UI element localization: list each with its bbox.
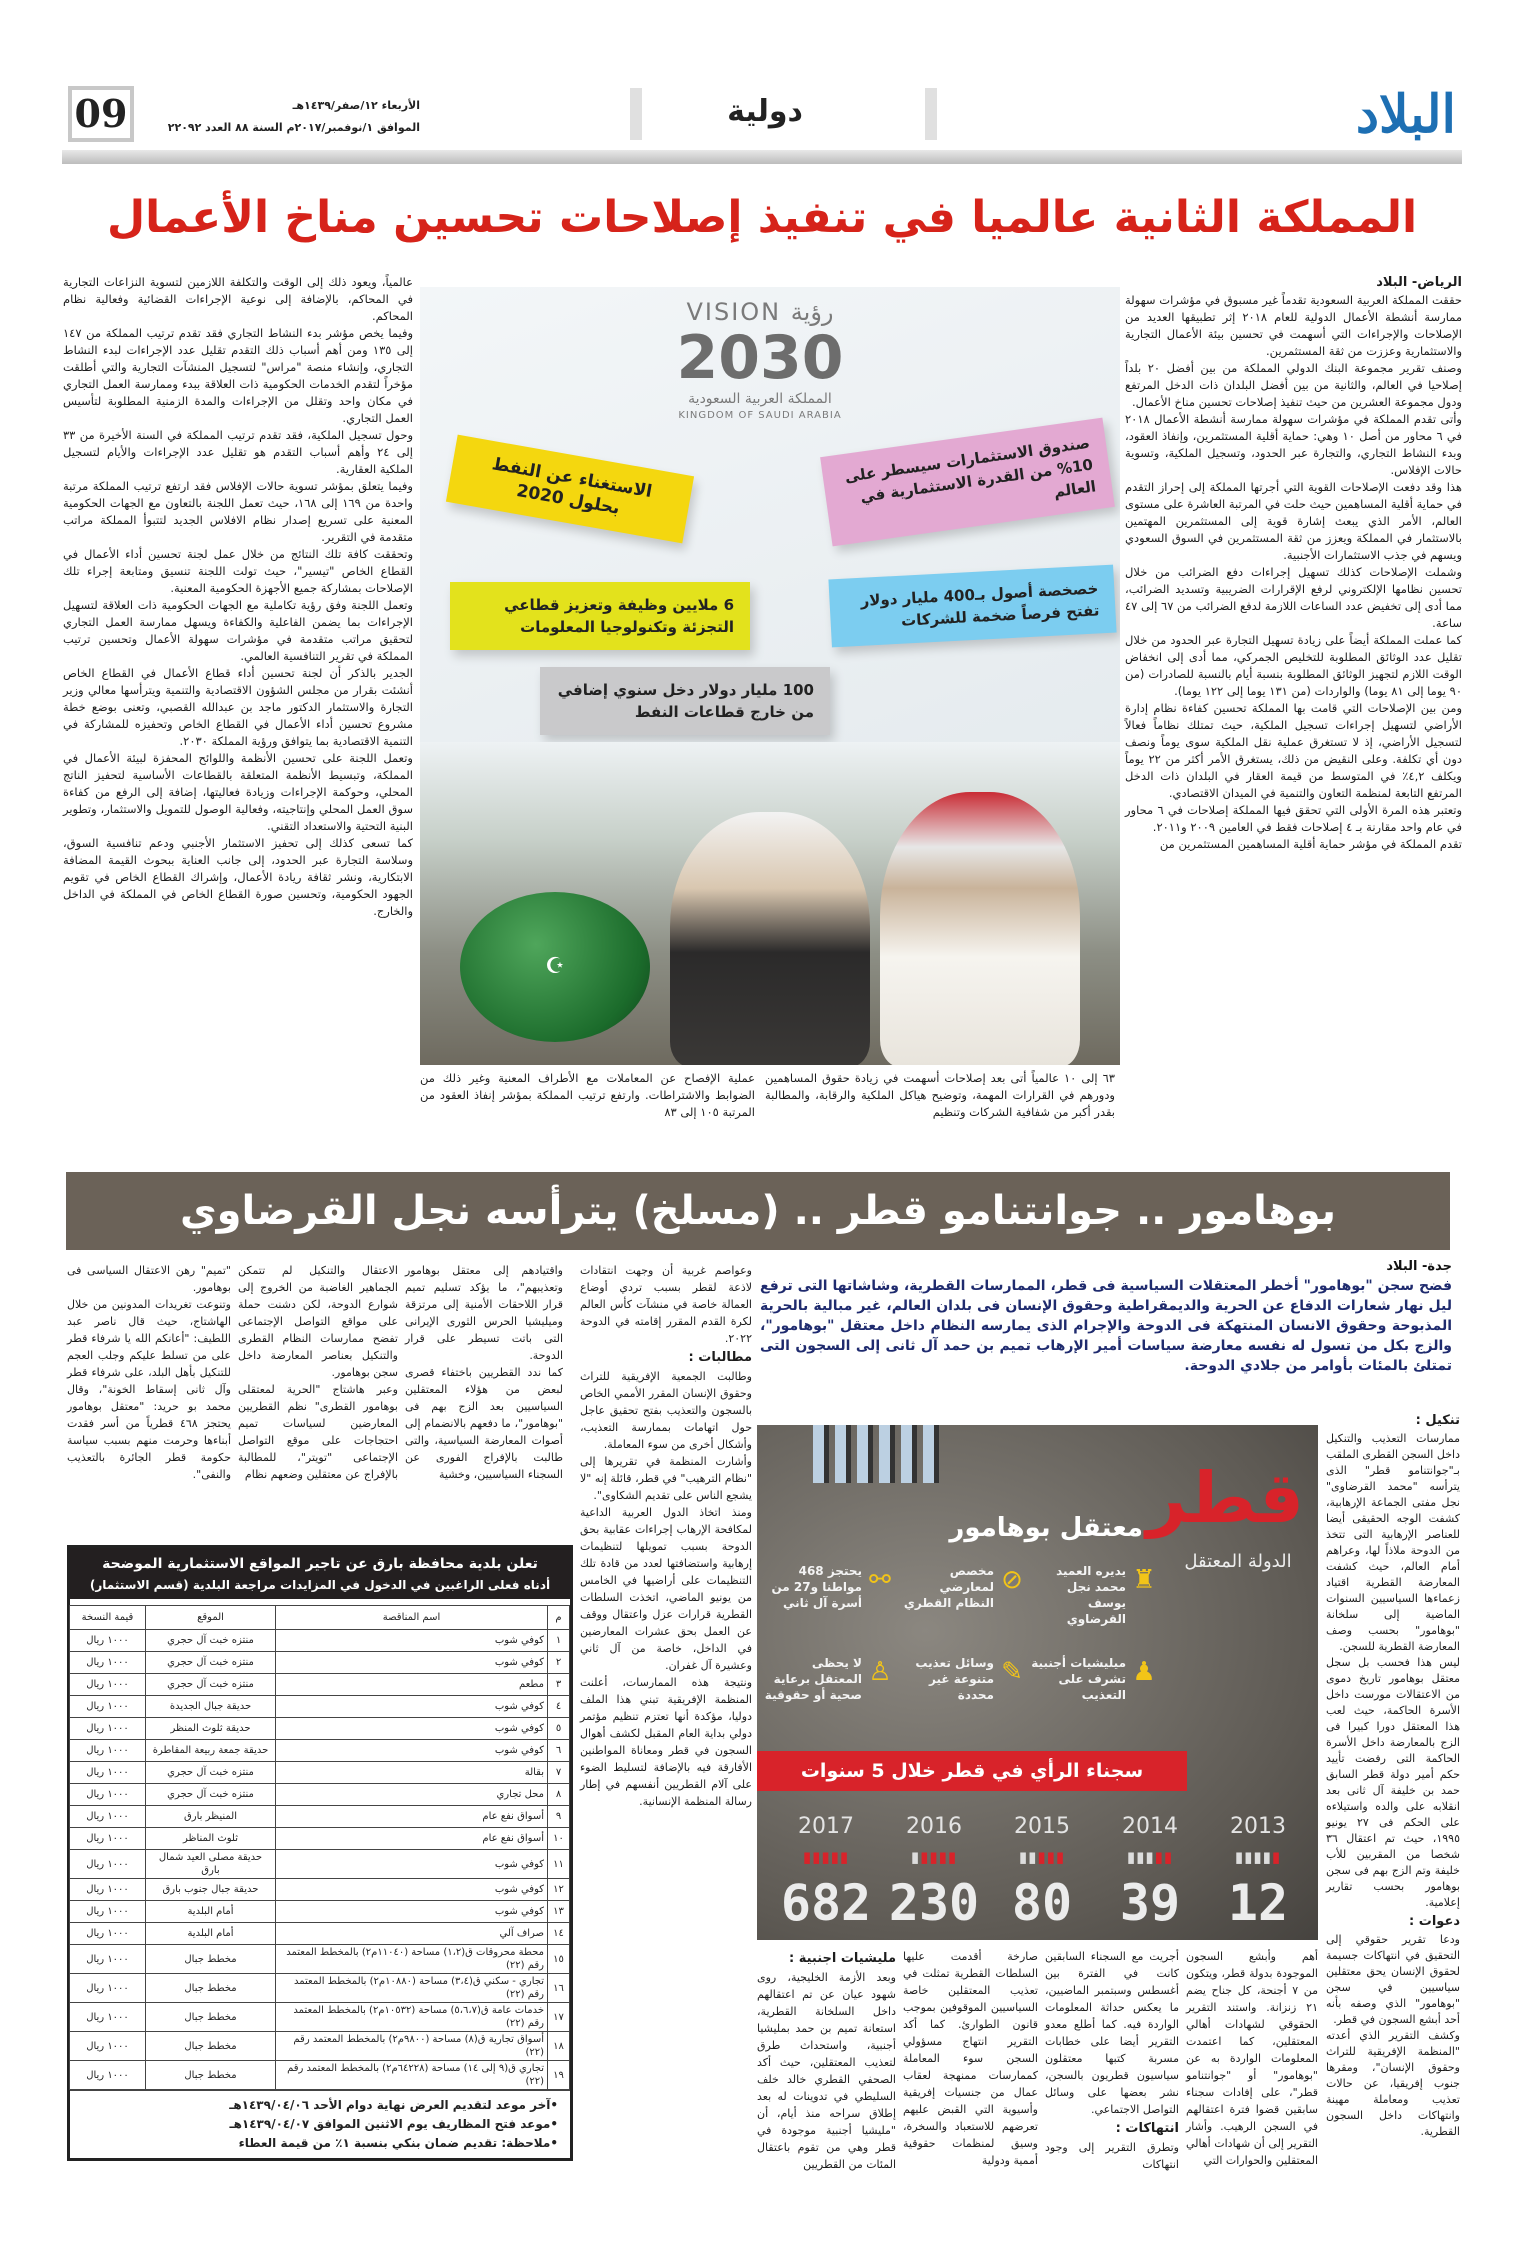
row-number: ١٩ — [548, 2061, 570, 2090]
table-row — [70, 1850, 570, 1879]
row-number: ٨ — [548, 1784, 570, 1806]
row-number: ١٧ — [548, 2003, 570, 2032]
col-header-location: الموقع — [146, 1606, 276, 1630]
article-column — [757, 1948, 896, 2173]
row-number: ١٢ — [548, 1879, 570, 1901]
copy-price: ١٠٠٠ ريال — [70, 1674, 146, 1696]
copy-price: ١٠٠٠ ريال — [70, 1740, 146, 1762]
paragraph: وأتى تقدم المملكة في مؤشرات سهولة ممارسة أنشطة الأعمال ٢٠١٨ في ٦ محاور من أصل ١٠ وهي: حماية أقلية المستثمرين، وإنفاذ العقود، وبدء النشاط التجاري، والتجارة عبر الحدود، وتسجيل الملكية، وتسوية حالات الإفلاس. — [1125, 412, 1462, 477]
year-label: 2013 — [1230, 1814, 1286, 1839]
copy-price: ١٠٠٠ ريال — [70, 1945, 146, 1974]
tender-name: كوفي شوب — [276, 1718, 548, 1740]
divider — [630, 88, 642, 140]
location: منتزه خبت آل حجري — [146, 1762, 276, 1784]
row-number: ١٤ — [548, 1923, 570, 1945]
logo-vision-ar: رؤية — [790, 298, 834, 326]
paragraph: وعبر هاشتاج "الحرية لمعتقلى بوهامور القطرى" نظم القطريين المعارضين لسياسات تميم احتجاجات على موقع التواصل الإجتماعى "تويتر"، للمطالبة بالإفراج عن معتقلين وضعهم نظام — [238, 1383, 398, 1481]
tender-name: كوفي شوب — [276, 1740, 548, 1762]
location: منتزه خبت آل حجري — [146, 1674, 276, 1696]
location: مخطط جبال — [146, 1974, 276, 2003]
paragraph: ونتيجة هذه الممارسات، أعلنت المنظمة الإفريقية تبني هذا الملف دوليا، مؤكدة أنها تعتزم تنظيم مؤتمر دولي بداية العام المقبل لكشف أهوال السجون في قطر ومعاناة المواطنين الأفارقة فيه بالإضافة لتسليط الضوء على آلام القطريين أنفسهم في إطار رسالة المنظمة الإنسانية. — [580, 1676, 752, 1808]
tender-name: كوفي شوب — [276, 1630, 548, 1652]
location: مخطط جبال — [146, 2003, 276, 2032]
article-column-under-image — [420, 1070, 755, 1121]
table-row — [70, 1879, 570, 1901]
table-row — [70, 1696, 570, 1718]
copy-price: ١٠٠٠ ريال — [70, 1696, 146, 1718]
article-column — [405, 1262, 563, 1483]
row-number: ١٥ — [548, 1945, 570, 1974]
location: مخطط جبال — [146, 2032, 276, 2061]
table-row — [70, 2061, 570, 2090]
paragraph: عالمياً، ويعود ذلك إلى الوقت والتكلفة اللازمين لتسوية النزاعات التجارية في المحاكم، بالإضافة إلى نوعية الإجراءات القضائية وفعالية نظام المحاكم. — [63, 275, 413, 323]
prisoner-count: 682 — [780, 1874, 872, 1932]
paragraph: ٦٣ إلى ١٠ عالمياً أتى بعد إصلاحات أسهمت في زيادة حقوق المساهمين ودورهم في القرارات المهمة، وتوضيح هياكل الملكية والرقابة، والمطالبة بقدر أكبر من شفافية الشركات وتنظيم — [765, 1071, 1115, 1119]
ad-subtitle: أدناه فعلى الراغبين في الدخول في المزايدات مراجعة البلدية (قسم الاستثمار) — [89, 1578, 551, 1592]
table-row — [70, 1784, 570, 1806]
tender-name: كوفي شوب — [276, 1696, 548, 1718]
paragraph: وتعتبر هذه المرة الأولى التي تحقق فيها المملكة إصلاحات في ٦ محاور في عام واحد مقارنة بـ ٤ إصلاحات فقط في العامين ٢٠٠٩ و٢٠١١. — [1125, 803, 1462, 834]
article-column-right — [1125, 274, 1462, 853]
date-gregorian: الموافق ١/نوفمبر/٢٠١٧م السنة ٨٨ العدد ٢٢٠٩٢ — [167, 121, 420, 134]
prisoner-icon: ♙ — [868, 1657, 892, 1687]
tender-name: كوفي شوب — [276, 1850, 548, 1879]
banner-title: سجناء الرأي في قطر خلال 5 سنوات — [757, 1751, 1187, 1791]
qatar-title: قطر — [1146, 1457, 1304, 1539]
paragraph: وشملت الإصلاحات كذلك تسهيل إجراءات دفع الضرائب من خلال تحسين نظامها الإلكتروني لرفع الإقرارات الضريبية وتسديد الضرائب، مما أدى إلى تخفيض عدد الساعات اللازمة لدفع الضرائب من ٦٧ إلى ٤٧ ساعة. — [1125, 565, 1462, 630]
table-row — [70, 1806, 570, 1828]
person-image — [880, 792, 1080, 1065]
qatar-prison-infographic — [757, 1425, 1318, 1940]
col-header-tender: اسم المناقصة — [276, 1606, 548, 1630]
copy-price: ١٠٠٠ ريال — [70, 1762, 146, 1784]
municipality-tender-ad — [67, 1545, 573, 2161]
lead-paragraph: فضح سجن "بوهامور" أخطر المعتقلات السياسية فى قطر، الممارسات القطرية، وشاشاتها التى ترفع ليل نهار شعارات الدفاع عن الحرية والديمقراطية وحقوق الإنسان فى بلدان العالم، غير مبالية بالحرية المذبوحة وحقوق الانسان المنتهكة فى الدوحة والإجرام الذى يمارسه النظام داخل معتقل "بوهامور"، والزج بكل من تسول له نفسه معارضة سياسات أمير الإرهاب تميم بن حمد آل ثانى إلى السجون التى تمتلئ بالمئات بأوامر من جلادي الدوحة. — [760, 1278, 1452, 1374]
paragraph: وفيما يتعلق بمؤشر تسوية حالات الإفلاس فقد ارتفع ترتيب المملكة مرتبة واحدة من ١٦٩ إلى ١٦٨، حيث تعمل اللجنة بالتعاون مع الجهات الحكومية المعنية على تسريع إصدار نظام الافلاس الجديد لتتبوأ المملكة مراتب متقدمة في التقرير. — [63, 479, 413, 544]
location: أمام البلدية — [146, 1923, 276, 1945]
tally-icons: ▮▮▮▮▮ — [802, 1848, 850, 1866]
dateline: الرياض- البلاد — [1376, 275, 1462, 290]
subheading: تنكيل : — [1415, 1413, 1460, 1428]
prisoner-count: 12 — [1227, 1874, 1289, 1932]
row-number: ٦ — [548, 1740, 570, 1762]
copy-price: ١٠٠٠ ريال — [70, 2003, 146, 2032]
copy-price: ١٠٠٠ ريال — [70, 1879, 146, 1901]
divider — [925, 88, 937, 140]
vision-2030-infographic — [420, 287, 1120, 1065]
paragraph: وتعمل اللجنة وفق رؤية تكاملية مع الجهات الحكومية ذات العلاقة لتسهيل الإجراءات بما يضمن الفاعلية والكفاءة ويسهل ممارسة العمل التجاري لتحقيق مراتب متقدمة في مؤشرات سهولة الأعمال وتحسين ترتيب المملكة في تقرير التنافسية العالمي. — [63, 598, 413, 663]
paragraph: ليس هذا فحسب بل سجل معتقل بوهامور تاريخ دموى من الاعتقالات مورست داخل الأسرة الحاكمة، حيث لعب هذا المعتقل دورا كبيرا فى الزج بالمعارضة داخل الأسرة الحاكمة التى رفضت تأييد حكم أمير دولة قطر السابق حمد بن خليفة آل ثانى بعد انقلابه على والده واستيلاءه على الحكم فى ٢٧ يونيو ١٩٩٥، حيث تم اعتقال ٣٦ شخصا من المقربين للأب خليفة وتم الزج بهم فى سجن بوهامور بحسب تقارير إعلامية. — [1326, 1656, 1460, 1909]
paragraph: عملية الإفصاح عن المعاملات مع الأطراف المعنية وغير ذلك من الضوابط والاشتراطات. وارتفع ترتيب المملكة بمؤشر إنفاذ العقود من المرتبة ١٠٥ إلى ٨٣ — [420, 1071, 755, 1119]
subheading: دعوات : — [1409, 1914, 1460, 1929]
table-row — [70, 1674, 570, 1696]
paragraph: وكشف التقرير الذي أعدته "المنظمة الإفريقية للتراث وحقوق الإنسان"، ومقرها جنوب إفريقيا، عن حالات تعذيب ومعاملة مهينة وانتهاكات داخل السجون القطرية. — [1326, 2029, 1460, 2138]
tender-name: كوفي شوب — [276, 1879, 548, 1901]
prison-bars-icon — [813, 1425, 939, 1483]
info-item: يحتجز 468 مواطنا و27 من أسرة آل ثاني — [771, 1564, 862, 1610]
note: •آخر موعد لتقديم العرض نهاية دوام الأحد ١٤٣٩/٠٤/٠٦هـ — [229, 2098, 558, 2112]
dateline: جدة- البلاد — [1386, 1259, 1452, 1274]
year-label: 2015 — [1014, 1814, 1070, 1839]
tender-name: محل تجاري — [276, 1784, 548, 1806]
paragraph: وتطرق التقرير إلى وجود انتهاكات — [1045, 2141, 1179, 2171]
tender-name: أسواق تجارية ق(٨) مساحة (٩٨٠٠م٢) بالمخطط المعتمد رقم (٢٢) — [276, 2032, 548, 2061]
copy-price: ١٠٠٠ ريال — [70, 1974, 146, 2003]
row-number: ١١ — [548, 1850, 570, 1879]
row-number: ٧ — [548, 1762, 570, 1784]
tender-name: أسواق نفع عام — [276, 1828, 548, 1850]
tally-icons: ▮▮▮▮▮ — [1018, 1848, 1066, 1866]
paragraph: ممارسات التعذيب والتنكيل داخل السجن القطرى الملقب بـ"جوانتنامو قطر" الذى يترأسه "محمد القرضاوى" نجل مفتى الجماعة الإرهابية، كشفت الوجه الحقيقى أيضا للعناصر الإرهابية التى تتخذ من الدوحة ملاذاً لها، وعراهم أمام العالم، حيث كشفت المعارضة القطرية اقتياد زعماءها السياسيين السنوات الماضية إلى سلخانة "بوهامور" بحسب وصف المعارضة القطرية للسجن. — [1326, 1432, 1460, 1653]
table-row — [70, 2003, 570, 2032]
row-number: ٣ — [548, 1674, 570, 1696]
article-headline-banner: بوهامور .. جوانتنامو قطر .. (مسلخ) يترأسه نجل القرضاوي — [66, 1172, 1450, 1250]
prisoner-count: 80 — [1011, 1874, 1073, 1932]
chair-icon: ♜ — [1132, 1565, 1156, 1595]
copy-price: ١٠٠٠ ريال — [70, 1901, 146, 1923]
location: مخطط جبال — [146, 2061, 276, 2090]
section-title: دولية — [727, 94, 803, 129]
tender-name: كوفي شوب — [276, 1652, 548, 1674]
paragraph: ومن بين الإصلاحات التي قامت بها المملكة تحسين كفاءة نظام إدارة الأراضي لتسهيل إجراءات تسجيل الملكية، حيث تمتلك نظاماً فعالاً لتسجيل الأراضي، إذ لا تستغرق عملية نقل الملكية سوى يوماً ونصف دون أي تكلفة. وعلى النقيض من ذلك، يستغرق الأمر أكثر من ٢٢ يوماً ويكلف ٤,٢٪ في المتوسط من قيمة العقار في البلدان ذات الدخل المرتفع التابعة لمنظمة التعاون والتنمية في الميدان الاقتصادي. — [1125, 701, 1462, 800]
date-hijri: الأربعاء ١٢/صفر/١٤٣٩هـ — [292, 99, 420, 112]
leaders-photo — [420, 742, 1120, 1065]
tender-table — [69, 1605, 570, 2090]
year-label: 2017 — [798, 1814, 854, 1839]
year-label: 2014 — [1122, 1814, 1178, 1839]
ad-header — [70, 1548, 570, 1599]
location: حديقة جبال جنوب بارق — [146, 1879, 276, 1901]
paragraph: أهم وأبشع السجون الموجودة بدولة قطر، ويتكون من ٧ أجنحة، كل جناح يضم ٢١ زنزانة. واستند التقرير الحقوقي لشهادات أهالي المعتقلين، كما اعتمدت المعلومات الواردة به عن "بوهامور" أو "جوانتنامو قطر"، على إفادات سجناء سابقين قضوا فترة اعتقالهم في السجن الرهيب. وأشار التقرير إلى أن شهادات أهالي المعتقلين والحوارات التي — [1186, 1950, 1318, 2167]
tally-icons: ▮▮▮▮▮ — [910, 1848, 958, 1866]
copy-price: ١٠٠٠ ريال — [70, 1850, 146, 1879]
green-globe-emblem: ☪ — [460, 892, 650, 1042]
subheading: مطالبات : — [688, 1350, 752, 1365]
paragraph: الجدير بالذكر أن لجنة تحسين أداء قطاع الأعمال في القطاع الخاص أنشئت بقرار من مجلس الشؤون الاقتصادية والتنمية ويترأسها معالي وزير التجارة والاستثمار الدكتور ماجد بن عبدالله القصبي، وتعنى بوضع خطة مشروع تحسين أداء الأعمال في القطاع الخاص وتحفيزه للمشاركة في التنمية الاقتصادية بما يتوافق ورؤية المملكة ٢٠٣٠. — [63, 666, 413, 748]
note: •ملاحظة: تقديم ضمان بنكي بنسبة ١٪ من قيمة العطاء — [238, 2136, 558, 2150]
tender-name: أسواق نفع عام — [276, 1806, 548, 1828]
paragraph: كما ندد القطريين باختفاء قصرى لبعض من هؤلاء المعتقلين السياسيين بعد الزج بهم فى "بوهامور"، ما دفعهم بالانضمام إلى أصوات المعارضة السياسية، والتى طالبت بالإفراج الفورى عن السجناء السياسيين، وخشية — [405, 1366, 563, 1481]
article-column — [903, 1948, 1038, 2169]
copy-price: ١٠٠٠ ريال — [70, 1718, 146, 1740]
ribbon-jobs: 6 ملايين وظيفة وتعزيز قطاعي التجزئة وتكنولوجيا المعلومات — [450, 582, 750, 650]
page-number: 09 — [68, 86, 134, 142]
tender-name: خدمات عامة ق(٥،٦،٧) مساحة (١٠٥٣٢م٢) بالمخطط المعتمد رقم (٢٢) — [276, 2003, 548, 2032]
paragraph: واقتيادهم إلى معتقل بوهامور وتعذيبهم"، ما يؤكد تسليم تميم قرار اللاحقات الأمنية إلى مرتزقة وميليشيا الحرس الثورى الإيرانى التى باتت تسيطر على قرار الدوحة. — [405, 1264, 563, 1362]
location: حديقة جمعة ربيعة المقاطرة — [146, 1740, 276, 1762]
row-number: ١٦ — [548, 1974, 570, 2003]
ribbon-privatization: خصخصة أصول بـ400 مليار دولار تفتح فرصاً ضخمة للشركات — [828, 565, 1116, 648]
row-number: ٢ — [548, 1652, 570, 1674]
paragraph: كما تسعى كذلك إلى تحفيز الاستثمار الأجنبي ودعم تنافسية السوق، وسلاسة التجارة عبر الحدود، إلى جانب العناية ببحوث القيمة المضافة الابتكارية، ونشر ثقافة ريادة الأعمال، وإشراك القطاع الخاص في تقويم الجهود الحكومية، وتحسين صورة القطاع الخاص في المملكة في الداخل والخارج. — [63, 836, 413, 918]
paragraph: وعواصم غربية أن وجهت انتقادات لاذعة لقطر بسبب تردي أوضاع العمالة خاصة في منشآت كأس العالم لكرة القدم المقرر إقامته في الدوحة ٢٠٢٢. — [580, 1264, 752, 1345]
ribbon-oil: الاستغناء عن النفط بحلول 2020 — [446, 435, 694, 544]
paragraph: وتحققت كافة تلك النتائج من خلال عمل لجنة تحسين أداء الأعمال في القطاع الخاص "تيسير"، حيث تولت اللجنة تنسيق ومتابعة إجراء تلك الإصلاحات بمشاركة جميع الأجهزة الحكومية المعنية. — [63, 547, 413, 595]
tally-icons: ▮▮▮▮▮ — [1126, 1848, 1174, 1866]
prisoner-count: 39 — [1119, 1874, 1181, 1932]
location: منتزه خبت آل حجري — [146, 1630, 276, 1652]
table-row — [70, 1945, 570, 1974]
table-row — [70, 1828, 570, 1850]
paragraph: أجريت مع السجناء السابقين كانت في الفترة بين أغسطس وسبتمبر الماضيين، ما يعكس حداثة المعلومات الواردة فيه. كما أطلع معدو التقرير أيضا على خطابات مسربة كتبها معتقلون سياسيون قطريون بالسجن، نشر بعضها على وسائل التواصل الاجتماعي. — [1045, 1950, 1179, 2116]
person-image — [670, 812, 870, 1065]
table-row — [70, 1718, 570, 1740]
copy-price: ١٠٠٠ ريال — [70, 2061, 146, 2090]
article-column-under-image — [765, 1070, 1115, 1121]
row-number: ١ — [548, 1630, 570, 1652]
row-number: ١٨ — [548, 2032, 570, 2061]
article-column-right — [1326, 1410, 1460, 2140]
copy-price: ١٠٠٠ ريال — [70, 1652, 146, 1674]
copy-price: ١٠٠٠ ريال — [70, 2032, 146, 2061]
location: حديقة مصلى العيد شمال بارق — [146, 1850, 276, 1879]
paragraph: "تميم" رهن الاعتقال السياسى فى بوهامور. — [67, 1264, 231, 1294]
paragraph: صارخة أقدمت عليها السلطات القطرية تمثلت في تعذيب المعتقلين خاصة السياسيين الموقوفين بموجب قانون الطوارئ. كما أكد التقرير انتهاج مسؤولي السجن سوء المعاملة كممارسات ممنهجة لعقاب عمال من جنسيات إفريقية وأسيوية التي القبض عليهم تعرضهم للاستعباد والسخرة، وسيق لمنظمات حقوقية أممية ودولية — [903, 1950, 1038, 2167]
logo-country-ar: المملكة العربية السعودية — [688, 391, 832, 407]
article-lead — [760, 1258, 1452, 1376]
tender-name: تجاري ق(٩ إلى ١٤) مساحة (٦٤٢٢٨م٢) بالمخطط المعتمد رقم (٢٢) — [276, 2061, 548, 2090]
tender-name: محطة محروقات ق(١،٢) مساحة (١١٠٤٠م٢) بالمخطط المعتمد رقم (٢٢) — [276, 1945, 548, 1974]
article-column — [1186, 1948, 1318, 2169]
table-row — [70, 1652, 570, 1674]
row-number: ٤ — [548, 1696, 570, 1718]
paragraph: ومنذ اتخاذ الدول العربية الداعية لمكافحة الإرهاب إجراءات عقابية بحق الدوحة بسبب تمويلها لتنظيمات إرهابية واستضافتها لعدد من قادة تلك التنظيمات على أراضيها في الخامس من يونيو الماضي، اتخذت السلطات القطرية قرارات عزل واعتقال ووقف عن العمل بحق عشرات المعارضين في الداخل، خاصة من آل ثاني وعشيرة آل غفران. — [580, 1506, 752, 1672]
row-number: ٩ — [548, 1806, 570, 1828]
prohibited-icon: ⊘ — [1001, 1565, 1023, 1595]
paragraph: وحول تسجيل الملكية، فقد تقدم ترتيب المملكة في السنة الأخيرة من ٣٣ إلى ٢٤ وأهم أسباب التقدم هو تقليل عدد الإجراءات والأيام لتسجيل الملكية العقارية. — [63, 428, 413, 476]
article-column-left — [63, 274, 413, 920]
info-item: مخصص لمعارضي النظام القطري — [903, 1564, 994, 1610]
handcuffs-icon: ⚯ — [869, 1565, 891, 1595]
row-number: ١٠ — [548, 1828, 570, 1850]
paragraph: تقدم المملكة في مؤشر حماية أقلية المساهمين المستثمرين من — [1159, 837, 1462, 851]
article-column — [238, 1262, 398, 1483]
paragraph: وصنف تقرير مجموعة البنك الدولي المملكة من بين أفضل ٢٠ بلداً إصلاحيا في العالم، والثانية من بين أفضل البلدان ذات الدخل المرتفع ودول مجموعة العشرين من حيث تنفيذ إصلاحات تحسين مناخ الأعمال. — [1125, 361, 1462, 409]
table-row — [70, 1901, 570, 1923]
tender-name: تجاري - سكني ق(٣،٤) مساحة (١٠٨٨٠م٢) بالمخطط المعتمد رقم (٢٢) — [276, 1974, 548, 2003]
table-row — [70, 1974, 570, 2003]
qatar-subtitle: الدولة المعتقل — [1184, 1551, 1292, 1572]
paragraph: وبعد الأزمة الخليجية، روى شهود عيان عن تم اعتقالهم داخل السلخانة القطرية، استعانة تميم بن حمد بمليشيا أجنبية، واستحداث طرق لتعذيب المعتقلين، حيث أكد الصحفي القطري خالد خلف السليطي في تدوينات له بعد إطلاق سراحه منذ أيام، أن "مليشيا أجنبية موجودة في قطر وهي من تقوم باعتقال المئات من القطريين — [757, 1971, 896, 2171]
location: حديقة ثلوث المنظر — [146, 1718, 276, 1740]
article-headline: المملكة الثانية عالميا في تنفيذ إصلاحات تحسين مناخ الأعمال — [106, 192, 1418, 243]
col-header-price: قيمة النسخة — [70, 1606, 146, 1630]
info-item: يديره العميد محمد نجل يوسف القرضاوي — [1056, 1564, 1126, 1626]
paragraph: حققت المملكة العربية السعودية تقدماً غير مسبوق في مؤشرات سهولة ممارسة أنشطة الأعمال الدولية للعام ٢٠١٨ إثر تطبيقها العديد من الإصلاحات والإجراءات التي أسهمت في تحسين بيئة الأعمال التجارية والاستثمارية وعززت من ثقة المستثمرين. — [1125, 293, 1463, 358]
tender-name: مطعم — [276, 1674, 548, 1696]
info-item: ميليشيات أجنبية تشرف على التعذيب — [1031, 1656, 1126, 1702]
info-item: لا يحظى المعتقل برعاية صحية أو حقوقية — [764, 1656, 862, 1702]
knife-icon: ✎ — [1001, 1657, 1023, 1687]
location: حديقة جبال الجديدة — [146, 1696, 276, 1718]
newspaper-logo: البلاد — [1355, 84, 1456, 145]
header-rule — [62, 150, 1462, 164]
location: أمام البلدية — [146, 1901, 276, 1923]
location: منتزه خبت آل حجري — [146, 1652, 276, 1674]
subheading: مليشيات اجنبية : — [788, 1951, 896, 1966]
prisoner-count: 230 — [888, 1874, 980, 1932]
copy-price: ١٠٠٠ ريال — [70, 1806, 146, 1828]
paragraph: ودعا تقرير حقوقي إلى التحقيق في انتهاكات جسيمة لحقوق الإنسان يحق معتقلين سياسيين في سجن "بوهامور" الذي وصفه بأنه أحد أبشع السجون في قطر. — [1326, 1933, 1460, 2026]
paragraph: كما عملت المملكة أيضاً على زيادة تسهيل التجارة عبر الحدود من خلال تقليل عدد الوثائق المطلوبة للتخليص الجمركي، مما أدى إلى انخفاض الوقت اللازم لتجهيز الوثائق المطلوبة بنسبة أيام بالنسبة للصادرات (من ٩٠ يوما إلى ٨١ يوما) والواردات (من ١٣١ يوما إلى ١٢٢ يوما). — [1125, 633, 1462, 698]
copy-price: ١٠٠٠ ريال — [70, 1784, 146, 1806]
tally-icons: ▮▮▮▮▮ — [1234, 1848, 1282, 1866]
col-header-number: م — [548, 1606, 570, 1630]
logo-vision-text: VISION — [686, 298, 782, 326]
article-column — [1045, 1948, 1179, 2173]
issue-date — [150, 95, 420, 139]
box-title: معتقل بوهامور — [949, 1513, 1143, 1543]
paragraph: وفيما يخص مؤشر بدء النشاط التجاري فقد تقدم ترتيب المملكة من ١٤٧ إلى ١٣٥ ومن أهم أسباب ذلك التقدم تقليل عدد الإجراءات لبدء النشاط التجاري، وإنشاء منصة "مراس" لتسجيل المنشآت التجارية والتي أطلقت مؤخراً لتقدم الخدمات الحكومية ذات العلاقة ببدء وممارسة العمل التجاري في مكان واحد وتقلل من الإجراءات والمدة الزمنية المطلوبة لتأسيس العمل التجاري. — [63, 326, 413, 425]
location: مخطط جبال — [146, 1945, 276, 1974]
info-item: وسائل تعذيب متنوعة غير محددة — [915, 1656, 994, 1702]
table-row — [70, 2032, 570, 2061]
row-number: ٥ — [548, 1718, 570, 1740]
location: منتزه خبت آل حجري — [146, 1784, 276, 1806]
article-column-mid — [580, 1262, 752, 1810]
location: ثلوث المناظر — [146, 1828, 276, 1850]
note: •موعد فتح المظاريف يوم الاثنين الموافق ١٤٣٩/٠٤/٠٧هـ — [229, 2117, 558, 2131]
tender-name: بقالة — [276, 1762, 548, 1784]
table-row — [70, 1630, 570, 1652]
paragraph: وتنوعت تغريدات المدونين من خلال الهاشتاج، حيث قال ناصر عبد اللطيف: "أعانكم الله يا شرفاء قطر على من تسلط عليكم وجلب العجم للتنكيل بأهل البلد، على شرفاء قطر وآل ثانى إسقاط الخونة"، وقال محمد بو حريد: "معتقل بوهامور يحتجز ٤٦٨ قطرياً من أسر فقدت أبناءها وحرمت منهم بسبب سياسة حكومة قطر الجائرة بالتعذيب والنفى". — [67, 1298, 231, 1481]
militia-icon: ♟ — [1132, 1657, 1156, 1687]
table-row — [70, 1740, 570, 1762]
year-label: 2016 — [906, 1814, 962, 1839]
paragraph: وتعمل اللجنة على تحسين الأنظمة واللوائح المحفزة لبيئة الأعمال في المملكة، وتبسيط الأنظمة المتعلقة بالقطاعات الأساسية لتحفيز الناتج المحلي، وحوكمة الإجراءات وزيادة فعاليتها، إضافة إلى الرفع من كفاءة سوق العمل المحلي وإنتاجيته، وفعالية الوصول للتمويل والاستثمار، وتطوير البنية التحتية والاستعداد التقني. — [63, 751, 413, 833]
vision-2030-logo — [620, 297, 900, 423]
ad-notes — [70, 2090, 570, 2158]
article-column — [67, 1262, 231, 1483]
row-number: ١٣ — [548, 1901, 570, 1923]
ribbon-income: 100 مليار دولار دخل سنوي إضافي من خارج قطاعات النفط — [540, 667, 830, 735]
copy-price: ١٠٠٠ ريال — [70, 1923, 146, 1945]
copy-price: ١٠٠٠ ريال — [70, 1828, 146, 1850]
paragraph: الاعتقال والتنكيل لم تتمكن الجماهير الغاضبة من الخروج إلى شوارع الدوحة، لكن دشنت حملة على مواقع التواصل الإجتماعى تفضح ممارسات النظام القطرى والتنكيل بعناصر المعارضة داخل سجن بوهامور. — [238, 1264, 398, 1379]
table-row — [70, 1762, 570, 1784]
paragraph: هذا وقد دفعت الإصلاحات القوية التي أجرتها المملكة إلى إحراز التقدم في حماية أقلية المساهمين حيث حلت في المرتبة العاشرة على مستوى العالم، الأمر الذي يبعث إشارة قوية إلى المستثمرين المهتمين بالاستثمار في المملكة ويعزز من ثقة المستثمرين في السوق السعودي ويسهم في جذب الاستثمارات الأجنبية. — [1125, 480, 1462, 562]
ad-title: تعلن بلدية محافظة بارق عن تاجير المواقع الاستثمارية الموضحة — [102, 1556, 538, 1572]
tender-name: كوفي شوب — [276, 1901, 548, 1923]
table-header-row — [70, 1606, 570, 1630]
logo-year: 2030 — [676, 323, 844, 393]
table-row — [70, 1923, 570, 1945]
subheading: انتهاكات : — [1115, 2121, 1179, 2136]
ribbon-pif: صندوق الاستثمارات سيسطر على 10% من القدرة الاستثمارية في العالم — [820, 418, 1115, 547]
paragraph: وطالبت الجمعية الإفريقية للتراث وحقوق الإنسان المقرر الأممي الخاص بالسجون والتعذيب بفتح تحقيق عاجل حول اتهامات بممارسة التعذيب، وأشكال أخرى من سوء المعاملة. — [580, 1370, 752, 1451]
tender-name: صراف آلي — [276, 1923, 548, 1945]
copy-price: ١٠٠٠ ريال — [70, 1630, 146, 1652]
logo-country-en: KINGDOM OF SAUDI ARABIA — [678, 410, 842, 421]
paragraph: وأشارت المنظمة في تقريرها إلى "نظام الترهيب" في قطر، قائلة إنه "لا يشجع الناس على تقديم الشكاوى". — [580, 1455, 752, 1502]
location: المنيظر بارق — [146, 1806, 276, 1828]
